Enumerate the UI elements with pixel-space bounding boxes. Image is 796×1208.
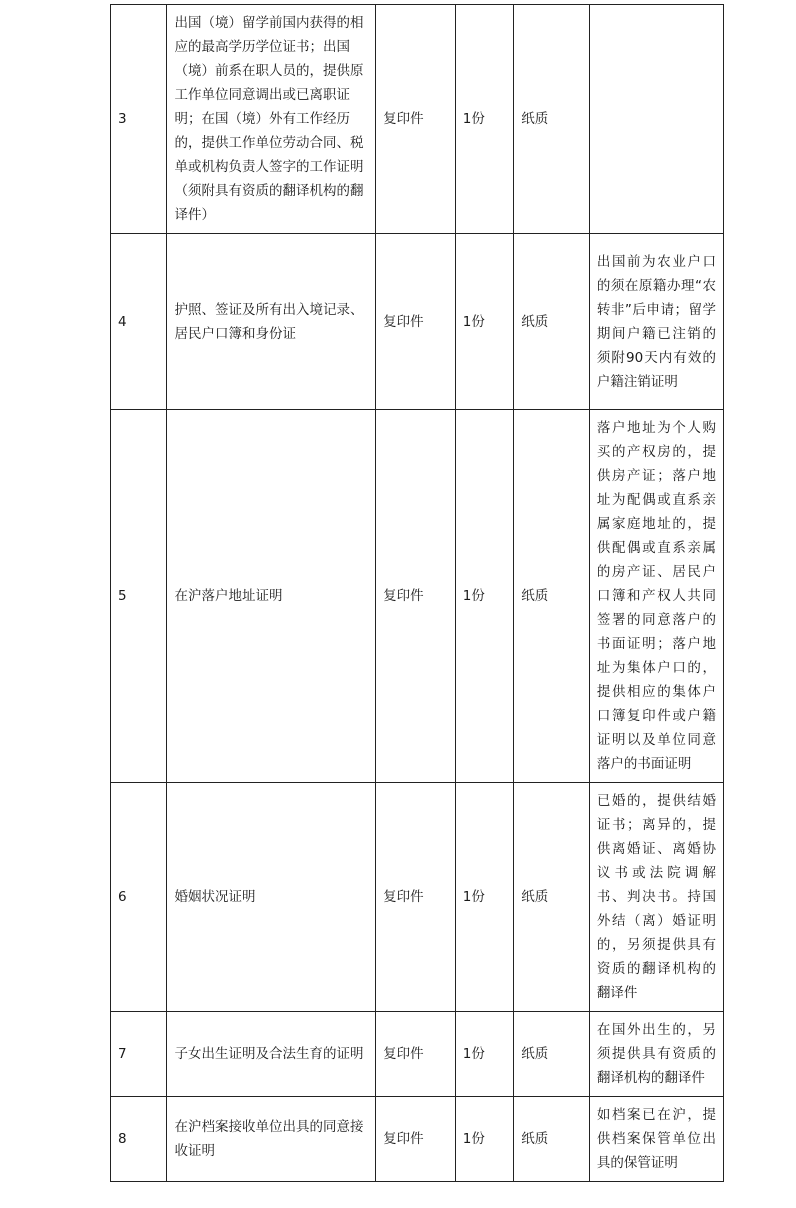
material-carrier: 纸质 [514, 234, 590, 410]
material-note: 已婚的，提供结婚证书；离异的，提供离婚证、离婚协议书或法院调解书、判决书。持国外结（离）婚证明的，另须提供具有资质的翻译机构的翻译件 [589, 783, 723, 1012]
material-name: 出国（境）留学前国内获得的相应的最高学历学位证书；出国（境）前系在职人员的，提供原工作单位同意调出或已离职证明；在国（境）外有工作经历的，提供工作单位劳动合同、税单或机构负责人签字的工作证明（须附具有资质的翻译机构的翻译件） [167, 5, 376, 234]
material-form: 复印件 [376, 410, 456, 783]
table-row [111, 410, 724, 783]
material-note: 落户地址为个人购买的产权房的，提供房产证；落户地址为配偶或直系亲属家庭地址的，提供配偶或直系亲属的房产证、居民户口簿和产权人共同签署的同意落户的书面证明；落户地址为集体户口的，提供相应的集体户口簿复印件或户籍证明以及单位同意落户的书面证明 [589, 410, 723, 783]
material-name: 在沪落户地址证明 [167, 410, 376, 783]
row-number: 4 [111, 234, 167, 410]
material-name: 婚姻状况证明 [167, 783, 376, 1012]
row-number: 8 [111, 1097, 167, 1182]
materials-table [110, 4, 724, 1182]
material-count: 1份 [455, 1097, 513, 1182]
table-row [111, 783, 724, 1012]
material-count: 1份 [455, 1012, 513, 1097]
material-carrier: 纸质 [514, 1097, 590, 1182]
row-number: 3 [111, 5, 167, 234]
material-name: 护照、签证及所有出入境记录、居民户口簿和身份证 [167, 234, 376, 410]
material-note: 出国前为农业户口的须在原籍办理“农转非”后申请；留学期间户籍已注销的须附90天内有效的户籍注销证明 [589, 234, 723, 410]
material-carrier: 纸质 [514, 5, 590, 234]
table-row [111, 234, 724, 410]
table-row [111, 5, 724, 234]
material-note [589, 5, 723, 234]
material-count: 1份 [455, 783, 513, 1012]
material-carrier: 纸质 [514, 783, 590, 1012]
material-form: 复印件 [376, 234, 456, 410]
material-count: 1份 [455, 234, 513, 410]
row-number: 6 [111, 783, 167, 1012]
row-number: 5 [111, 410, 167, 783]
material-form: 复印件 [376, 1097, 456, 1182]
material-note: 在国外出生的，另须提供具有资质的翻译机构的翻译件 [589, 1012, 723, 1097]
row-number: 7 [111, 1012, 167, 1097]
material-name: 子女出生证明及合法生育的证明 [167, 1012, 376, 1097]
material-form: 复印件 [376, 783, 456, 1012]
material-name: 在沪档案接收单位出具的同意接收证明 [167, 1097, 376, 1182]
material-form: 复印件 [376, 1012, 456, 1097]
material-carrier: 纸质 [514, 1012, 590, 1097]
table-row [111, 1012, 724, 1097]
material-count: 1份 [455, 5, 513, 234]
material-count: 1份 [455, 410, 513, 783]
material-note: 如档案已在沪，提供档案保管单位出具的保管证明 [589, 1097, 723, 1182]
table-row [111, 1097, 724, 1182]
material-form: 复印件 [376, 5, 456, 234]
material-carrier: 纸质 [514, 410, 590, 783]
